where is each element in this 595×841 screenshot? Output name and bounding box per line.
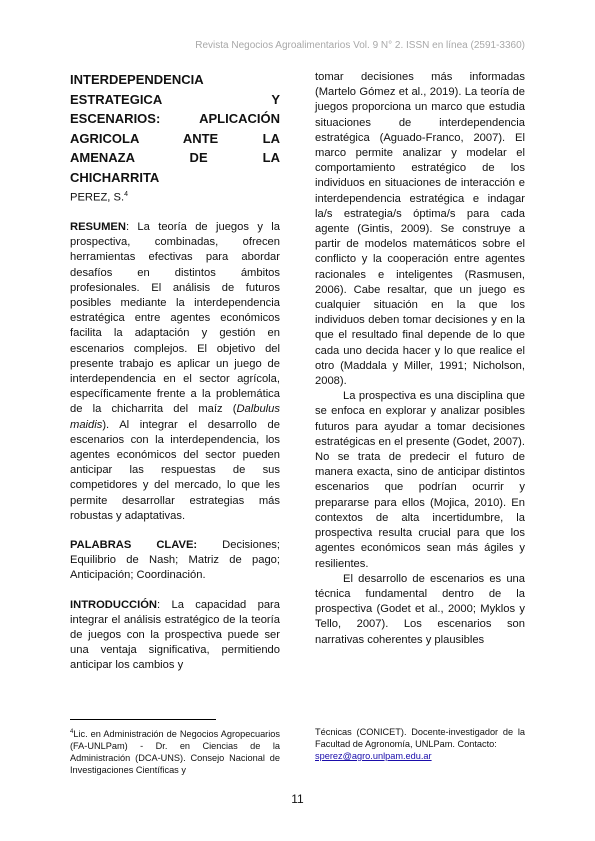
keywords-label: PALABRAS CLAVE: — [70, 539, 198, 551]
intro-label: INTRODUCCIÓN — [70, 598, 158, 611]
keywords — [70, 538, 280, 584]
author-line — [70, 187, 280, 206]
footnote-separator — [70, 719, 216, 720]
title-line: ESCENARIOS: APLICACIÓN — [70, 111, 280, 126]
footnote-marker: 4 — [70, 729, 74, 735]
body-paragraph: La prospectiva es una disciplina que se enfoca en explorar y analizar posibles futuros para ayudar a tomar decisiones estratégicas en el presente (Godet, 2007). No se trata de predecir el futuro de manera exacta, sino de anticipar distintos escenarios que podrían ocurrir y prepararse para ellos (Mojica, 2010). En contextos de alta incertidumbre, la prospectiva resulta crucial para que los agentes económicos sean más ágiles y resilientes. — [315, 390, 525, 570]
abstract-label: RESUMEN — [70, 220, 126, 233]
abstract-text: : La teoría de juegos y la prospectiva, combinadas, ofrecen herramientas efectivas para abordar desafíos en distintos ámbitos profesionales. El análisis de futuros posibles mediante la interdependencia estratégica entre agentes económicos facilita la adaptación y gestión en escenarios complejos. El objetivo del presente trabajo es aplicar un juego de interdependencia en el sector agrícola, específicamente frente a la problemática de la chicharrita del maíz ( — [70, 220, 280, 416]
article-title — [70, 70, 280, 187]
left-column — [70, 70, 280, 674]
title-line: AGRICOLA ANTE LA — [70, 130, 280, 146]
abstract — [70, 220, 280, 524]
keywords-text: Decisiones; Equilibrio de Nash; Matriz de pago; Anticipación; Coordinación. — [70, 539, 280, 582]
footnote-right — [315, 726, 525, 762]
title-line: ESTRATEGICA Y — [70, 91, 280, 107]
journal-header: Revista Negocios Agroalimentarios Vol. 9 N° 2. ISSN en línea (2591-3360) — [195, 40, 525, 51]
body-paragraph: tomar decisiones más informadas (Martelo Gómez et al., 2019). La teoría de juegos proporciona un marco que estudia situaciones de interdependencia estratégica (Aguado-Franco, 2007). El marco permite analizar y modelar el comportamiento estratégico de los individuos en situaciones de interacción e interdependencia estratégica e indagar la/s estrategia/s óptima/s para cada agente (Gintis, 2009). Se construye a partir de modelos matemáticos sobre el conflicto y la cooperación entre agentes racionales e inteligentes (Rasmusen, 2006). Cabe resaltar, que un juego es cualquier situación en la que los individuos deben tomar decisiones y en la que el resultado final depende de lo que cada uno decida hacer y lo que realice el otro (Maddala y Miller, 1991; Nicholson, 2008). — [315, 71, 525, 388]
title-line: AMENAZA DE LA — [70, 150, 280, 165]
contact-email-link[interactable]: sperez@agro.unlpam.edu.ar — [315, 751, 432, 761]
right-column — [315, 70, 525, 648]
introduction — [70, 598, 280, 674]
author-name: PEREZ, S. — [70, 191, 125, 204]
footnote-left — [70, 726, 280, 776]
footnote-marker: 4 — [124, 191, 128, 198]
intro-text: : La capacidad para integrar el análisis estratégico de la teoría de juegos con la prospectiva puede ser una ventaja significativa, permitiendo anticipar los cambios y — [70, 598, 280, 672]
footnote-text: Técnicas (CONICET). Docente-investigador de la Facultad de Agronomía, UNLPam. Contacto: — [315, 727, 525, 749]
body-paragraph: El desarrollo de escenarios es una técnica fundamental dentro de la prospectiva (Godet et al., 2000; Myklos y Tello, 2007). Los escenarios son narrativas coherentes y plausibles — [315, 572, 525, 646]
footnote-text: Lic. en Administración de Negocios Agropecuarios (FA-UNLPam) - Dr. en Ciencias de la Administración (DCA-UNS). Consejo Nacional de Investigaciones Científicas y — [70, 729, 280, 776]
title-line: INTERDEPENDENCIA — [70, 72, 204, 87]
abstract-text: ). Al integrar el desarrollo de escenarios con la interdependencia, los agentes económicos del sector pueden anticipar las respuestas de sus competidores y del mercado, lo que les permite desarrollar estrategias más robustas y adaptativas. — [70, 418, 280, 522]
page-number: 11 — [291, 792, 304, 806]
title-line: CHICHARRITA — [70, 169, 160, 185]
species-name: Dalbulus maidis — [70, 403, 280, 431]
